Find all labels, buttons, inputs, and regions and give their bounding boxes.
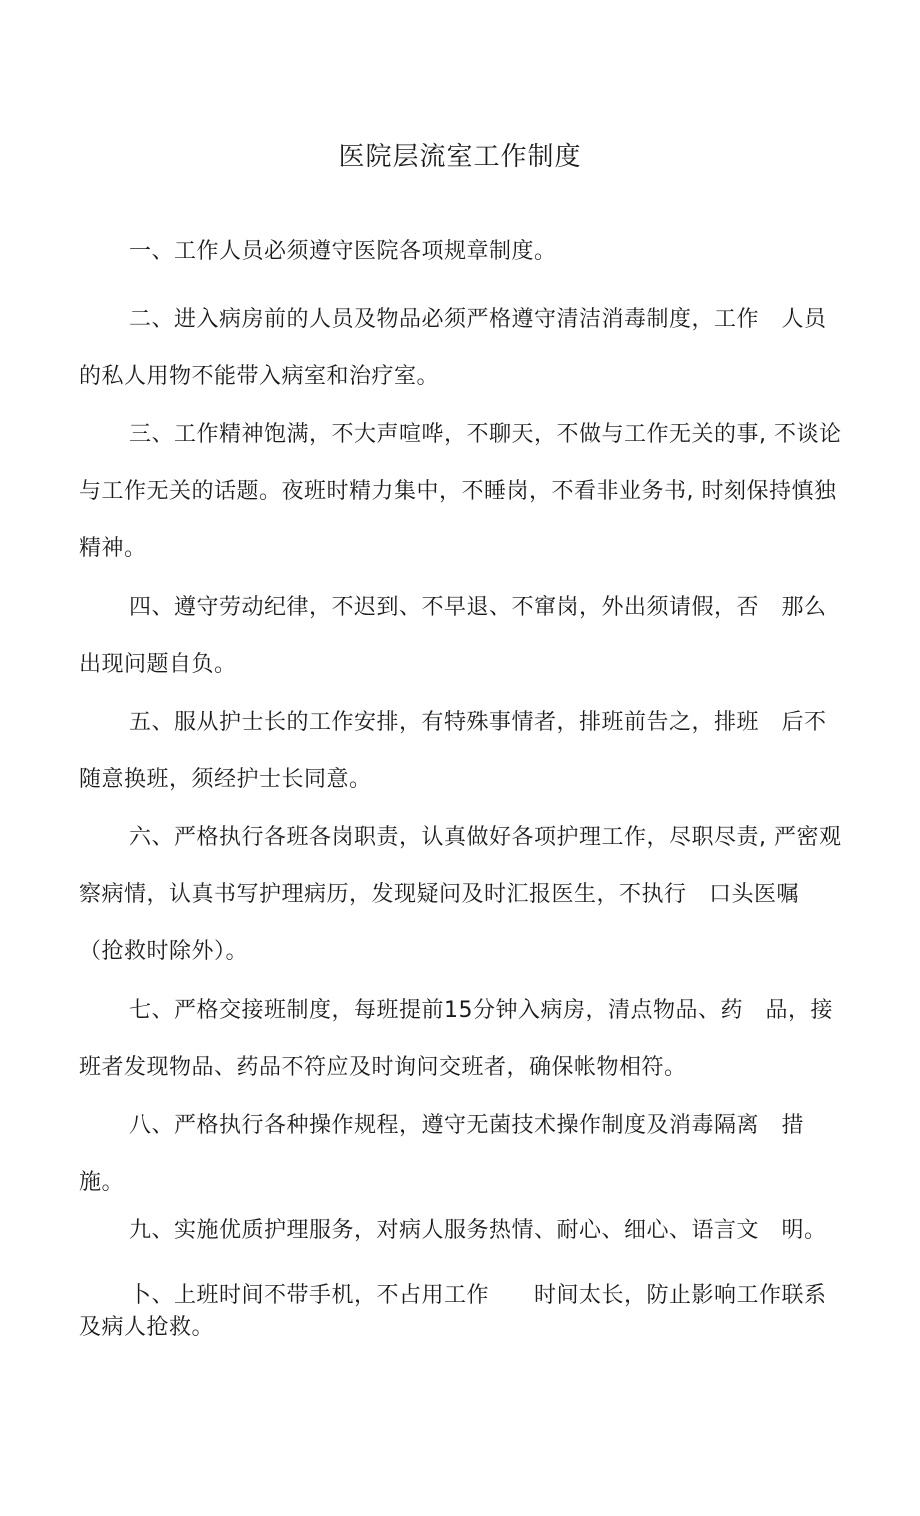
rule-paragraph-4: 四、遵守劳动纪律，不迟到、不早退、不窜岗，外出须请假，否 那么出现问题自负。: [79, 595, 827, 677]
rule-paragraph-10: 卜、上班时间不带手机，不占用工作 时间太长，防止影响工作联系及病人抢救。: [79, 1283, 827, 1340]
rule-paragraph-5: 五、服从护士长的工作安排，有特殊事情者，排班前告之，排班 后不随意换班，须经护士长同意。: [79, 710, 827, 792]
rule-paragraph-3: 三、工作精神饱满，不大声喧哗，不聊天，不做与工作无关的事, 不谈论与工作无关的话题。夜班时精力集中，不睡岗，不看非业务书, 时刻保持慎独精神。: [79, 422, 842, 561]
rule-paragraph-7: 七、严格交接班制度，每班提前15分钟入病房，清点物品、药 品，接班者发现物品、药品不符应及时询问交班者，确保帐物相符。: [79, 998, 833, 1080]
rule-paragraph-2: 二、进入病房前的人员及物品必须严格遵守清洁消毒制度，工作 人员的私人用物不能带入病室和治疗室。: [79, 307, 827, 389]
document-title: 医院层流室工作制度: [338, 142, 582, 172]
rule-paragraph-1: 一、工作人员必须遵守医院各项规章制度。: [129, 239, 557, 264]
rule-paragraph-8: 八、严格执行各种操作规程，遵守无菌技术操作制度及消毒隔离 措施。: [79, 1113, 805, 1195]
rule-paragraph-9: 九、实施优质护理服务，对病人服务热情、耐心、细心、语言文 明。: [129, 1218, 827, 1243]
rule-paragraph-6: 六、严格执行各班各岗职责，认真做好各项护理工作，尽职尽责, 严密观察病情，认真书写护理病历，发现疑问及时汇报医生，不执行 口头医嘱（抢救时除外）。: [79, 825, 842, 964]
